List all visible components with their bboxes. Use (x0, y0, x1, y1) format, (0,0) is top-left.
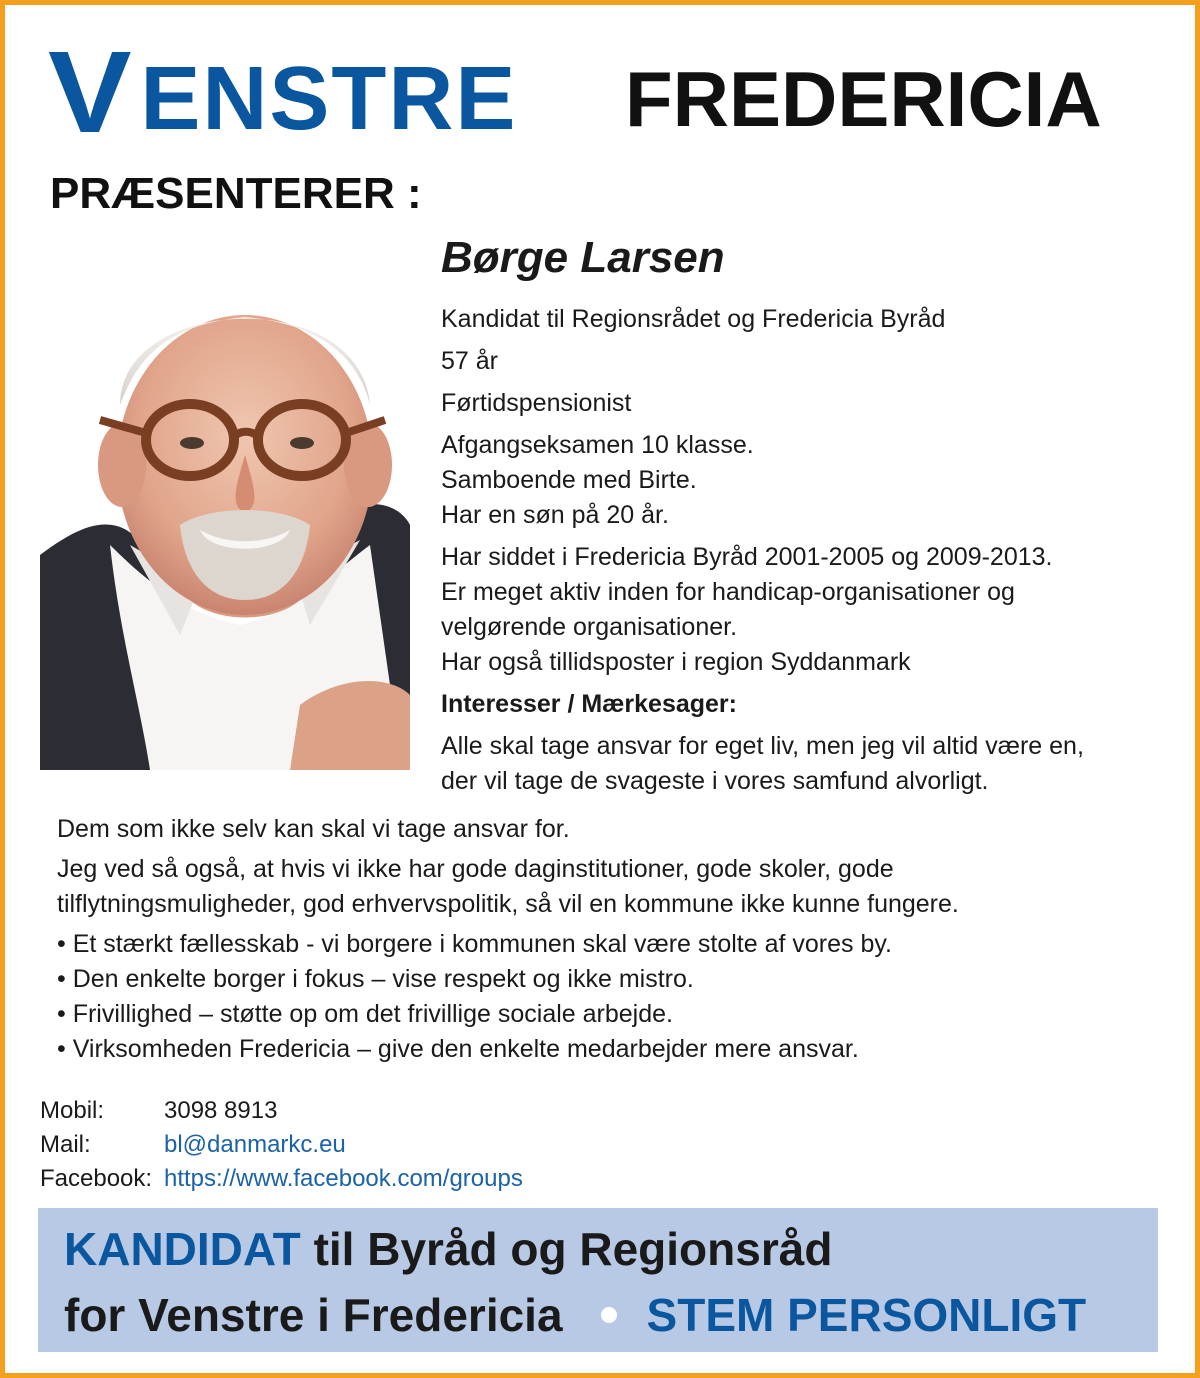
experience-line: Har også tillidsposter i region Syddanmark (441, 648, 911, 676)
presents-heading: PRÆSENTERER : (50, 169, 422, 218)
bullet-dot-icon (601, 1307, 617, 1323)
facebook-label: Facebook: (40, 1165, 153, 1192)
banner-line-1-rest: til Byråd og Regionsråd (300, 1223, 833, 1275)
campaign-banner (38, 1208, 1158, 1352)
contact-row-mail (40, 1128, 523, 1162)
mobile-number: 3098 8913 (164, 1097, 278, 1124)
banner-stem-personligt: STEM PERSONLIGT (646, 1289, 1087, 1341)
personal-line: Har en søn på 20 år. (441, 501, 669, 529)
contact-info (40, 1094, 523, 1196)
platform-paragraph (57, 852, 1157, 922)
mobile-label: Mobil: (40, 1097, 105, 1124)
logo-word-fredericia: FREDERICIA (625, 55, 1102, 143)
list-item: • Frivillighed – støtte op om det frivillige sociale arbejde. (57, 1000, 673, 1028)
candidate-personal (441, 428, 1161, 533)
interests-line: Alle skal tage ansvar for eget liv, men jeg vil altid være en, (441, 732, 1084, 760)
list-item: • Et stærkt fællesskab - vi borgere i kommunen skal være stolte af vores by. (57, 930, 892, 958)
personal-line: Samboende med Birte. (441, 466, 697, 494)
experience-line: Er meget aktiv inden for handicap-organisationer og (441, 578, 1015, 606)
interests-heading: Interesser / Mærkesager: (441, 690, 737, 718)
banner-line-2-text: for Venstre i Fredericia (64, 1289, 563, 1341)
banner-kandidat: KANDIDAT (64, 1223, 301, 1275)
logo-letter-v: V (48, 27, 133, 157)
list-item: • Den enkelte borger i fokus – vise respekt og ikke mistro. (57, 965, 694, 993)
experience-line: Har siddet i Fredericia Byråd 2001-2005 og 2009-2013. (441, 543, 1053, 571)
personal-line: Afgangseksamen 10 klasse. (441, 431, 754, 459)
experience-line: velgørende organisationer. (441, 613, 738, 641)
candidate-photo (40, 255, 410, 770)
contact-row-mobile (40, 1094, 523, 1128)
candidate-name: Børge Larsen (441, 233, 725, 282)
platform-paragraph: Dem som ikke selv kan skal vi tage ansvar for. (57, 815, 570, 843)
facebook-link[interactable]: https://www.facebook.com/groups (164, 1165, 523, 1192)
mail-label: Mail: (40, 1131, 91, 1158)
platform-line: tilflytningsmuligheder, god erhvervspolitik, så vil en kommune ikke kunne fungere. (57, 890, 959, 918)
priorities-list (57, 927, 1157, 1067)
venstre-logo (48, 27, 518, 157)
interests-text (441, 729, 1161, 799)
portrait-illustration (40, 255, 410, 770)
list-item: • Virksomheden Fredericia – give den enkelte medarbejder mere ansvar. (57, 1035, 859, 1063)
candidate-occupation: Førtidspensionist (441, 389, 632, 417)
logo-word-venstre: ENSTRE (140, 49, 518, 149)
candidate-role: Kandidat til Regionsrådet og Fredericia Byråd (441, 305, 946, 333)
candidate-experience (441, 540, 1161, 680)
candidate-info (441, 233, 1161, 806)
mail-link[interactable]: bl@danmarkc.eu (164, 1131, 346, 1158)
candidate-age: 57 år (441, 347, 498, 375)
interests-line: der vil tage de svageste i vores samfund alvorligt. (441, 767, 989, 795)
contact-row-facebook (40, 1162, 523, 1196)
platform-line: Jeg ved så også, at hvis vi ikke har gode daginstitutioner, gode skoler, gode (57, 855, 894, 883)
platform-text (57, 812, 1157, 1067)
banner-line-1 (64, 1223, 833, 1275)
banner-line-2 (64, 1289, 1087, 1341)
